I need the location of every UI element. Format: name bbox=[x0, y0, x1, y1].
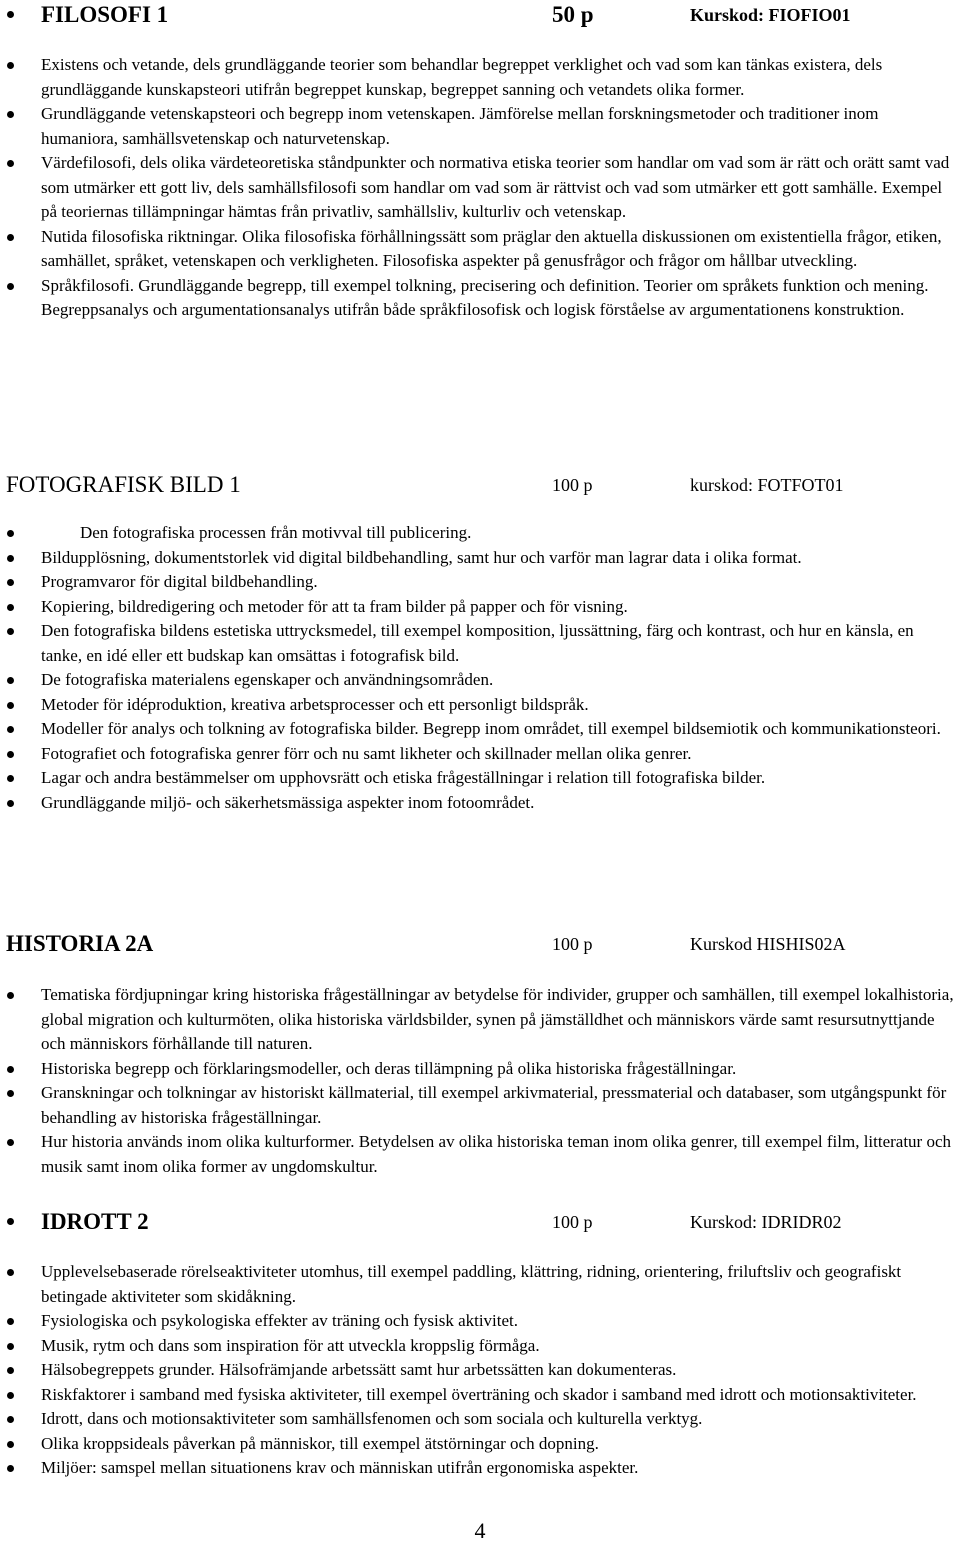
course-title: FOTOGRAFISK BILD 1 bbox=[6, 472, 241, 497]
list-item: Den fotografiska bildens estetiska uttrycksmedel, till exempel komposition, ljussättning, färg och kontrast, och hur en känsla, en tanke, en idé eller ett budskap kan omsättas i fotografisk bild. bbox=[0, 619, 960, 668]
list-item: Hur historia används inom olika kulturformer. Betydelsen av olika historiska teman inom olika genrer, till exempel film, litteratur och musik samt inom olika former av ungdomskultur. bbox=[0, 1130, 960, 1179]
bullet-icon bbox=[7, 530, 14, 537]
course-code: kurskod: FOTFOT01 bbox=[690, 475, 844, 495]
course-heading bbox=[0, 929, 960, 959]
course-heading bbox=[0, 470, 960, 500]
course-filosofi bbox=[0, 0, 960, 323]
bullet-icon bbox=[7, 604, 14, 611]
bullet-icon bbox=[7, 1066, 14, 1073]
list-item: Nutida filosofiska riktningar. Olika filosofiska förhållningssätt som präglar den aktuella diskussionen om existentiella frågor, etiken, samhället, språket, vetenskapen och verkligheten. Filosofiska aspekter på genusfrågor och frågor om hållbar utveckling. bbox=[0, 225, 960, 274]
list-item: Grundläggande vetenskapsteori och begrepp inom vetenskapen. Jämförelse mellan forskningsmetoder och traditioner inom humaniora, samhällsvetenskap och naturvetenskap. bbox=[0, 102, 960, 151]
bullet-icon bbox=[7, 1367, 14, 1374]
bullet-icon bbox=[7, 775, 14, 782]
list-item: Kopiering, bildredigering och metoder för att ta fram bilder på papper och för visning. bbox=[0, 595, 960, 620]
heading-bullet bbox=[7, 11, 14, 18]
bullet-icon bbox=[7, 1441, 14, 1448]
content-list bbox=[0, 521, 960, 815]
bullet-icon bbox=[7, 1343, 14, 1350]
page-number: 4 bbox=[474, 1518, 486, 1543]
course-title: FILOSOFI 1 bbox=[41, 2, 169, 27]
list-item: Hälsobegreppets grunder. Hälsofrämjande arbetssätt samt hur arbetssätten kan dokumenteras. bbox=[0, 1358, 960, 1383]
list-item: Den fotografiska processen från motivval till publicering. bbox=[0, 521, 960, 546]
bullet-icon bbox=[7, 1318, 14, 1325]
bullet-icon bbox=[7, 1465, 14, 1472]
list-item: Upplevelsebaserade rörelseaktiviteter utomhus, till exempel paddling, klättring, ridning, orientering, friluftsliv och geografiskt betingade aktiviteter som skidåkning. bbox=[0, 1260, 960, 1309]
bullet-icon bbox=[7, 579, 14, 586]
content-list bbox=[0, 53, 960, 323]
list-item: Värdefilosofi, dels olika värdeteoretiska ståndpunkter och normativa etiska teorier som handlar om vad som är rätt och orätt samt vad som utmärker ett gott liv, dels samhällsfilosofi som handlar om vad som är rättvist och vad som utmärker ett gott samhälle. Exempel på teoriernas tillämpningar hämtas från privatliv, samhällsliv, kulturliv och vetenskap. bbox=[0, 151, 960, 225]
list-item: Fysiologiska och psykologiska effekter av träning och fysisk aktivitet. bbox=[0, 1309, 960, 1334]
course-points: 100 p bbox=[552, 475, 593, 495]
bullet-icon bbox=[7, 751, 14, 758]
bullet-icon bbox=[7, 1392, 14, 1399]
list-item: Miljöer: samspel mellan situationens krav och människan utifrån ergonomiska aspekter. bbox=[0, 1456, 960, 1481]
bullet-icon bbox=[7, 702, 14, 709]
bullet-icon bbox=[7, 160, 14, 167]
list-item: Historiska begrepp och förklaringsmodeller, och deras tillämpning på olika historiska frågeställningar. bbox=[0, 1057, 960, 1082]
bullet-icon bbox=[7, 1090, 14, 1097]
bullet-icon bbox=[7, 1139, 14, 1146]
bullet-icon bbox=[7, 628, 14, 635]
list-item: De fotografiska materialens egenskaper och användningsområden. bbox=[0, 668, 960, 693]
course-points: 100 p bbox=[552, 1212, 593, 1232]
course-title: IDROTT 2 bbox=[41, 1209, 149, 1234]
course-code: Kurskod: FIOFIO01 bbox=[690, 5, 851, 25]
course-fotografisk-bild bbox=[0, 470, 960, 815]
bullet-icon bbox=[7, 726, 14, 733]
bullet-icon bbox=[7, 62, 14, 69]
list-item: Grundläggande miljö- och säkerhetsmässiga aspekter inom fotoområdet. bbox=[0, 791, 960, 816]
course-idrott bbox=[0, 1207, 960, 1481]
course-code: Kurskod HISHIS02A bbox=[690, 934, 846, 954]
heading-bullet bbox=[7, 1218, 14, 1225]
list-item: Existens och vetande, dels grundläggande teorier som behandlar begreppet verklighet och vad som kan tänkas existera, dels grundläggande kunskapsteori utifrån begreppet kunskap, begreppet sanning och vetandets olika former. bbox=[0, 53, 960, 102]
content-list bbox=[0, 983, 960, 1179]
course-heading bbox=[0, 0, 960, 30]
bullet-icon bbox=[7, 677, 14, 684]
list-item: Idrott, dans och motionsaktiviteter som samhällsfenomen och som sociala och kulturella verktyg. bbox=[0, 1407, 960, 1432]
bullet-icon bbox=[7, 111, 14, 118]
content-list bbox=[0, 1260, 960, 1481]
list-item: Lagar och andra bestämmelser om upphovsrätt och etiska frågeställningar i relation till fotografiska bilder. bbox=[0, 766, 960, 791]
list-item: Olika kroppsideals påverkan på människor, till exempel ätstörningar och dopning. bbox=[0, 1432, 960, 1457]
list-item: Fotografiet och fotografiska genrer förr och nu samt likheter och skillnader mellan olika genrer. bbox=[0, 742, 960, 767]
list-item: Modeller för analys och tolkning av fotografiska bilder. Begrepp inom området, till exempel bildsemiotik och kommunikationsteori. bbox=[0, 717, 960, 742]
course-points: 100 p bbox=[552, 934, 593, 954]
bullet-icon bbox=[7, 1269, 14, 1276]
course-points: 50 p bbox=[552, 2, 594, 27]
list-item: Granskningar och tolkningar av historiskt källmaterial, till exempel arkivmaterial, pressmaterial och databaser, som utgångspunkt för behandling av historiska frågeställningar. bbox=[0, 1081, 960, 1130]
list-item: Riskfaktorer i samband med fysiska aktiviteter, till exempel överträning och skador i samband med idrott och motionsaktiviteter. bbox=[0, 1383, 960, 1408]
bullet-icon bbox=[7, 283, 14, 290]
course-historia bbox=[0, 929, 960, 1179]
list-item: Musik, rytm och dans som inspiration för att utveckla kroppslig förmåga. bbox=[0, 1334, 960, 1359]
list-item: Språkfilosofi. Grundläggande begrepp, till exempel tolkning, precisering och definition. Teorier om språkets funktion och mening. Begreppsanalys och argumentationsanalys utifrån både språkfilosofisk och logisk förståelse av argumentationens konstruktion. bbox=[0, 274, 960, 323]
list-item: Metoder för idéproduktion, kreativa arbetsprocesser och ett personligt bildspråk. bbox=[0, 693, 960, 718]
list-item: Programvaror för digital bildbehandling. bbox=[0, 570, 960, 595]
bullet-icon bbox=[7, 555, 14, 562]
list-item: Tematiska fördjupningar kring historiska frågeställningar av betydelse för individer, grupper och samhällen, till exempel lokalhistoria, global migration och kulturmöten, olika historiska världsbilder, synen på jämställdhet och människors värde samt resursutnyttjande och människors förhållande till naturen. bbox=[0, 983, 960, 1057]
course-code: Kurskod: IDRIDR02 bbox=[690, 1212, 842, 1232]
course-title: HISTORIA 2A bbox=[6, 931, 154, 956]
bullet-icon bbox=[7, 1416, 14, 1423]
list-item: Bildupplösning, dokumentstorlek vid digital bildbehandling, samt hur och varför man lagrar data i olika format. bbox=[0, 546, 960, 571]
course-heading bbox=[0, 1207, 960, 1237]
bullet-icon bbox=[7, 800, 14, 807]
bullet-icon bbox=[7, 234, 14, 241]
bullet-icon bbox=[7, 992, 14, 999]
